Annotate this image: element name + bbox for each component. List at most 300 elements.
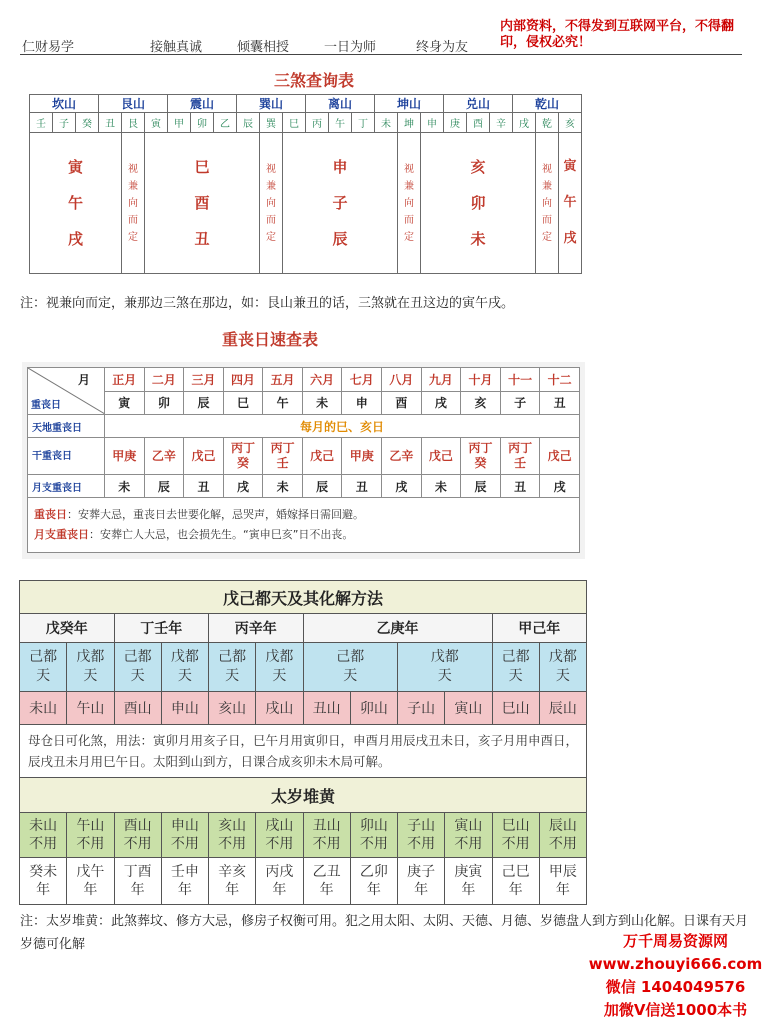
- shijian-text: [536, 161, 558, 246]
- zhi-day-cell: 丑: [342, 475, 382, 498]
- corner-cell: [28, 368, 105, 415]
- taisui-shan-cell: [20, 813, 67, 858]
- month-cell: 十一: [500, 368, 540, 392]
- sha-char: 寅: [67, 158, 83, 176]
- sha-char: 辰: [332, 230, 348, 248]
- shan-cell: 午山: [67, 692, 114, 725]
- header-item-3: 倾囊相授: [237, 40, 290, 55]
- branch-cell: 甲: [168, 113, 191, 133]
- shijian-char: 定: [542, 231, 552, 243]
- taisui-shan-cell: [398, 813, 445, 858]
- month-cell: 十二: [540, 368, 580, 392]
- shijian-char: 视: [128, 163, 138, 175]
- cell-line: 不用: [407, 836, 436, 852]
- shijian-char: 向: [266, 197, 276, 209]
- sha-char: 申: [332, 158, 348, 176]
- shan-cell: 辰山: [539, 692, 586, 725]
- chongsang-footnote: [28, 498, 580, 553]
- sha-char: 未: [470, 230, 486, 248]
- gan-day-line: 乙辛: [151, 448, 176, 463]
- shijian-char: 兼: [404, 180, 414, 192]
- corner-row-label: 重丧日: [31, 400, 61, 411]
- gan-day-cell: [342, 438, 382, 475]
- cell-line: 不用: [29, 836, 58, 852]
- watermark-line: 微信 1404049576: [605, 978, 746, 996]
- taisui-year-text: [162, 863, 208, 899]
- wuji-title: 戊己都天及其化解方法: [20, 581, 587, 614]
- cell-line: 辛亥: [218, 864, 247, 880]
- zhi-day-cell: 辰: [461, 475, 501, 498]
- dutian-cell: [256, 643, 303, 692]
- taisui-year-text: [351, 863, 397, 899]
- shijian-cell: [398, 133, 421, 274]
- taisui-year-cell: [67, 858, 114, 905]
- cell-line: 酉山: [123, 818, 152, 834]
- zhi-day-cell: 戌: [540, 475, 580, 498]
- taisui-year-text: [115, 863, 161, 899]
- cell-line: 午山: [76, 818, 105, 834]
- taisui-year-cell: [539, 858, 586, 905]
- gan-day-cell: [461, 438, 501, 475]
- taisui-year-cell: [398, 858, 445, 905]
- branch-cell: 未: [375, 113, 398, 133]
- gan-day-line: 戊己: [191, 448, 216, 463]
- branch-cell: 酉: [467, 113, 490, 133]
- shijian-cell: [122, 133, 145, 274]
- chongsang-day-cell: 申: [342, 391, 382, 415]
- dutian-cell: [492, 643, 539, 692]
- sha-group: [145, 133, 260, 274]
- cell-line: 癸未: [29, 864, 58, 880]
- tiandi-value: 每月的巳、亥日: [105, 415, 580, 438]
- cell-line: 乙丑: [312, 864, 341, 880]
- gan-day-cell: [302, 438, 342, 475]
- cell-line: 年: [461, 882, 476, 898]
- gan-day-line: 丙丁: [508, 441, 533, 455]
- taisui-year-text: [445, 863, 491, 899]
- cell-line: 庚子: [407, 864, 436, 880]
- cell-line: 乙卯: [359, 864, 388, 880]
- sha-char: 酉: [194, 194, 210, 212]
- branch-cell: 巳: [283, 113, 306, 133]
- copyright-warning: 内部资料，不得发到互联网平台，不得翻印，侵权必究！: [500, 19, 735, 50]
- taisui-year-cell: [303, 858, 350, 905]
- zhi-day-cell: 丑: [184, 475, 224, 498]
- year-group: 丁壬年: [114, 614, 209, 643]
- cell-line: 不用: [76, 836, 105, 852]
- cell-line: 不用: [265, 836, 294, 852]
- dutian-cell: [398, 643, 493, 692]
- cell-line: 己都: [218, 649, 247, 665]
- taisui-shan-text: [20, 817, 66, 853]
- mountain-cell: 离山: [306, 95, 375, 113]
- cell-line: 天: [437, 668, 452, 684]
- dutian-cell: [303, 643, 398, 692]
- year-group: 丙辛年: [209, 614, 304, 643]
- shijian-char: 兼: [128, 180, 138, 192]
- sha-char: 亥: [470, 158, 486, 176]
- corner-month-label: 月: [77, 373, 90, 387]
- mountain-cell: 乾山: [513, 95, 582, 113]
- cell-line: 己都: [501, 649, 530, 665]
- cell-line: 甲辰: [548, 864, 577, 880]
- cell-line: 天: [36, 668, 51, 684]
- cell-line: 申山: [170, 818, 199, 834]
- gan-day-line: 甲庚: [112, 448, 137, 463]
- branch-cell: 丙: [306, 113, 329, 133]
- sansha-table: [29, 94, 582, 274]
- branch-cell: 癸: [76, 113, 99, 133]
- sha-char: 戌: [563, 231, 577, 246]
- shijian-char: 兼: [266, 180, 276, 192]
- taisui-year-cell: [445, 858, 492, 905]
- dutian-text: [256, 648, 302, 686]
- gan-day-line: 癸: [474, 456, 487, 470]
- footnote-line: [34, 505, 573, 525]
- shijian-text: [398, 161, 420, 246]
- branch-cell: 巽: [260, 113, 283, 133]
- header-divider: [20, 54, 742, 55]
- taisui-shan-text: [162, 817, 208, 853]
- gan-label: 干重丧日: [28, 438, 105, 475]
- watermark-line: 万千周易资源网: [622, 932, 728, 950]
- sha-group: [559, 133, 582, 274]
- gan-day-line: 戊己: [428, 448, 453, 463]
- shan-cell: 未山: [20, 692, 67, 725]
- month-cell: 二月: [144, 368, 184, 392]
- header-item-1: 仁财易学: [22, 40, 75, 55]
- dutian-text: [540, 648, 586, 686]
- chongsang-day-cell: 寅: [105, 391, 145, 415]
- shijian-cell: [260, 133, 283, 274]
- dutian-text: [162, 648, 208, 686]
- cell-line: 年: [366, 882, 381, 898]
- shijian-char: 而: [266, 214, 276, 226]
- footnote-label: 月支重丧日: [34, 528, 89, 541]
- taisui-shan-cell: [209, 813, 256, 858]
- cell-line: 天: [343, 668, 358, 684]
- shan-cell: 酉山: [114, 692, 161, 725]
- cell-line: 戊都: [430, 649, 459, 665]
- branch-cell: 戌: [513, 113, 536, 133]
- dutian-text: [209, 648, 255, 686]
- cell-line: 不用: [218, 836, 247, 852]
- taisui-shan-cell: [161, 813, 208, 858]
- taisui-year-cell: [492, 858, 539, 905]
- dutian-text: [304, 648, 398, 686]
- dutian-text: [493, 648, 539, 686]
- cell-line: 子山: [407, 818, 436, 834]
- cell-line: 年: [272, 882, 287, 898]
- dutian-text: [115, 648, 161, 686]
- taisui-year-text: [304, 863, 350, 899]
- year-group: 戊癸年: [20, 614, 115, 643]
- taisui-shan-cell: [114, 813, 161, 858]
- branch-cell: 辰: [237, 113, 260, 133]
- cell-line: 己巳: [501, 864, 530, 880]
- cell-line: 己都: [29, 649, 58, 665]
- mountain-cell: 震山: [168, 95, 237, 113]
- sha-group: [30, 133, 122, 274]
- footnote-label: 重丧日: [34, 508, 67, 521]
- month-cell: 七月: [342, 368, 382, 392]
- cell-line: 庚寅: [454, 864, 483, 880]
- chongsang-day-cell: 未: [302, 391, 342, 415]
- cell-line: 年: [177, 882, 192, 898]
- footnote-line: [34, 525, 573, 545]
- taisui-shan-cell: [492, 813, 539, 858]
- shijian-char: 而: [542, 214, 552, 226]
- year-group: 甲己年: [492, 614, 587, 643]
- shijian-char: 兼: [542, 180, 552, 192]
- cell-line: 不用: [312, 836, 341, 852]
- branch-cell: 艮: [122, 113, 145, 133]
- shan-cell: 寅山: [445, 692, 492, 725]
- cell-line: 不用: [170, 836, 199, 852]
- cell-line: 天: [225, 668, 240, 684]
- cell-line: 年: [319, 882, 334, 898]
- cell-line: 年: [130, 882, 145, 898]
- branch-cell: 坤: [398, 113, 421, 133]
- cell-line: 辰山: [548, 818, 577, 834]
- cell-line: 年: [36, 882, 51, 898]
- shan-cell: 巳山: [492, 692, 539, 725]
- cell-line: 己都: [123, 649, 152, 665]
- shijian-char: 定: [266, 231, 276, 243]
- cell-line: 戊都: [265, 649, 294, 665]
- dutian-text: [398, 648, 492, 686]
- tiandi-label: 天地重丧日: [28, 415, 105, 438]
- zhi-day-cell: 未: [421, 475, 461, 498]
- cell-line: 年: [508, 882, 523, 898]
- cell-line: 年: [83, 882, 98, 898]
- dutian-text: [20, 648, 66, 686]
- sansha-note: 注：视兼向而定，兼那边三煞在那边，如：艮山兼丑的话，三煞就在丑这边的寅午戌。: [20, 296, 515, 311]
- gan-day-cell: [184, 438, 224, 475]
- cell-line: 卯山: [359, 818, 388, 834]
- wuji-table: [19, 580, 587, 905]
- gan-day-line: 戊己: [547, 448, 572, 463]
- month-cell: 十月: [461, 368, 501, 392]
- month-cell: 九月: [421, 368, 461, 392]
- cell-line: 戌山: [265, 818, 294, 834]
- cell-line: 未山: [29, 818, 58, 834]
- shijian-char: 视: [542, 163, 552, 175]
- cell-line: 不用: [123, 836, 152, 852]
- chongsang-day-cell: 巳: [223, 391, 263, 415]
- cell-line: 亥山: [218, 818, 247, 834]
- taisui-year-text: [540, 863, 586, 899]
- taisui-shan-cell: [539, 813, 586, 858]
- cell-line: 戊都: [170, 649, 199, 665]
- branch-cell: 卯: [191, 113, 214, 133]
- taisui-shan-text: [398, 817, 444, 853]
- shijian-char: 向: [542, 197, 552, 209]
- branch-cell: 壬: [30, 113, 53, 133]
- zhi-day-cell: 辰: [302, 475, 342, 498]
- month-cell: 正月: [105, 368, 145, 392]
- sha-char: 子: [332, 194, 348, 212]
- branch-cell: 午: [329, 113, 352, 133]
- taisui-year-cell: [114, 858, 161, 905]
- chongsang-day-cell: 戌: [421, 391, 461, 415]
- shijian-char: 向: [404, 197, 414, 209]
- wuji-method-text: 母仓日可化煞，用法：寅卯月用亥子日，巳午月用寅卯日，申酉月用辰戌丑未日，亥子月用申酉日，辰戌丑未月用巳午日。太阳到山到方，日课合成亥卯未木局可解。: [20, 725, 587, 778]
- taisui-title: 太岁堆黄: [20, 778, 587, 813]
- cell-line: 戊都: [548, 649, 577, 665]
- month-cell: 四月: [223, 368, 263, 392]
- shijian-text: [122, 161, 144, 246]
- taisui-shan-text: [540, 817, 586, 853]
- zhi-day-cell: 未: [105, 475, 145, 498]
- watermark-line: www.zhouyi666.com: [588, 955, 763, 973]
- gan-day-line: 甲庚: [349, 448, 374, 463]
- sha-char: 寅: [563, 159, 577, 174]
- sansha-title: 三煞查询表: [274, 71, 355, 90]
- taisui-shan-text: [115, 817, 161, 853]
- taisui-year-text: [398, 863, 444, 899]
- chongsang-day-cell: 辰: [184, 391, 224, 415]
- sha-char: 卯: [470, 194, 486, 212]
- shijian-char: 而: [404, 214, 414, 226]
- gan-day-cell: [500, 438, 540, 475]
- cell-line: 天: [130, 668, 145, 684]
- gan-day-cell: [540, 438, 580, 475]
- taisui-year-text: [20, 863, 66, 899]
- gan-day-line: 壬: [514, 456, 527, 470]
- gan-day-cell: [421, 438, 461, 475]
- sha-char: 巳: [194, 158, 210, 176]
- sha-group: [421, 133, 536, 274]
- branch-cell: 乙: [214, 113, 237, 133]
- shijian-cell: [536, 133, 559, 274]
- shijian-char: 定: [404, 231, 414, 243]
- taisui-shan-cell: [67, 813, 114, 858]
- zhi-day-cell: 戌: [382, 475, 422, 498]
- branch-cell: 乾: [536, 113, 559, 133]
- taisui-shan-text: [209, 817, 255, 853]
- taisui-shan-text: [493, 817, 539, 853]
- cell-line: 戊都: [76, 649, 105, 665]
- shijian-char: 定: [128, 231, 138, 243]
- cell-line: 不用: [501, 836, 530, 852]
- chongsang-day-cell: 午: [263, 391, 303, 415]
- dutian-cell: [539, 643, 586, 692]
- shan-cell: 戌山: [256, 692, 303, 725]
- gan-day-line: 丙丁: [270, 441, 295, 455]
- sha-char: 戌: [67, 230, 83, 248]
- cell-line: 天: [555, 668, 570, 684]
- zhi-day-cell: 辰: [144, 475, 184, 498]
- taisui-note: 注：太岁堆黄：此煞葬坟、修方大忌，修房子权衡可用。犯之用太阳、太阴、天德、月德、岁德盘人到方到山化解。日课有天月岁德可化解: [20, 914, 749, 952]
- chongsang-title: 重丧日速查表: [222, 330, 319, 349]
- zhi-day-cell: 丑: [500, 475, 540, 498]
- cell-line: 天: [508, 668, 523, 684]
- shan-cell: 申山: [161, 692, 208, 725]
- branch-cell: 寅: [145, 113, 168, 133]
- dutian-cell: [209, 643, 256, 692]
- taisui-year-cell: [256, 858, 303, 905]
- gan-day-line: 壬: [276, 456, 289, 470]
- zhi-label: 月支重丧日: [28, 475, 105, 498]
- taisui-shan-text: [351, 817, 397, 853]
- cell-line: 戊午: [76, 864, 105, 880]
- gan-day-line: 丙丁: [468, 441, 493, 455]
- mountain-cell: 艮山: [99, 95, 168, 113]
- sha-char: 午: [563, 195, 577, 210]
- shan-cell: 丑山: [303, 692, 350, 725]
- branch-cell: 申: [421, 113, 444, 133]
- gan-day-line: 乙辛: [389, 448, 414, 463]
- branch-cell: 辛: [490, 113, 513, 133]
- taisui-year-cell: [209, 858, 256, 905]
- taisui-shan-text: [445, 817, 491, 853]
- footnote-text: ：安葬大忌，重丧日去世要化解，忌哭声，婚嫁择日需回避。: [67, 508, 364, 521]
- taisui-year-cell: [20, 858, 67, 905]
- cell-line: 巳山: [501, 818, 530, 834]
- cell-line: 天: [177, 668, 192, 684]
- month-cell: 五月: [263, 368, 303, 392]
- dutian-cell: [161, 643, 208, 692]
- month-cell: 六月: [302, 368, 342, 392]
- sha-group: [283, 133, 398, 274]
- chongsang-day-cell: 酉: [382, 391, 422, 415]
- year-group: 乙庚年: [303, 614, 492, 643]
- shijian-char: 视: [404, 163, 414, 175]
- shan-cell: 卯山: [350, 692, 397, 725]
- cell-line: 丁酉: [123, 864, 152, 880]
- mountain-cell: 巽山: [237, 95, 306, 113]
- taisui-year-cell: [350, 858, 397, 905]
- taisui-year-text: [209, 863, 255, 899]
- gan-day-line: 癸: [237, 456, 250, 470]
- shijian-text: [260, 161, 282, 246]
- gan-day-cell: [263, 438, 303, 475]
- shijian-char: 而: [128, 214, 138, 226]
- cell-line: 年: [555, 882, 570, 898]
- taisui-year-cell: [161, 858, 208, 905]
- mountain-cell: 兑山: [444, 95, 513, 113]
- taisui-shan-cell: [350, 813, 397, 858]
- cell-line: 年: [414, 882, 429, 898]
- chongsang-table: [27, 367, 580, 553]
- dutian-cell: [20, 643, 67, 692]
- gan-day-line: 戊己: [310, 448, 335, 463]
- watermark-line: 加微V信送1000本书: [603, 1001, 748, 1019]
- dutian-cell: [114, 643, 161, 692]
- zhi-day-cell: 未: [263, 475, 303, 498]
- mountain-cell: 坎山: [30, 95, 99, 113]
- taisui-shan-cell: [445, 813, 492, 858]
- taisui-shan-text: [67, 817, 113, 853]
- cell-line: 丙戌: [265, 864, 294, 880]
- shijian-char: 向: [128, 197, 138, 209]
- watermark: [572, 930, 779, 1022]
- gan-day-cell: [382, 438, 422, 475]
- branch-cell: 丑: [99, 113, 122, 133]
- taisui-year-text: [256, 863, 302, 899]
- taisui-shan-text: [304, 817, 350, 853]
- gan-day-cell: [223, 438, 263, 475]
- cell-line: 天: [83, 668, 98, 684]
- cell-line: 丑山: [312, 818, 341, 834]
- branch-cell: 子: [53, 113, 76, 133]
- header-item-5: 终身为友: [416, 40, 469, 55]
- shan-cell: 亥山: [209, 692, 256, 725]
- footnote-text: ：安葬亡人大忌，也会损先生。“寅申巳亥”日不出丧。: [89, 528, 354, 541]
- cell-line: 天: [272, 668, 287, 684]
- dutian-cell: [67, 643, 114, 692]
